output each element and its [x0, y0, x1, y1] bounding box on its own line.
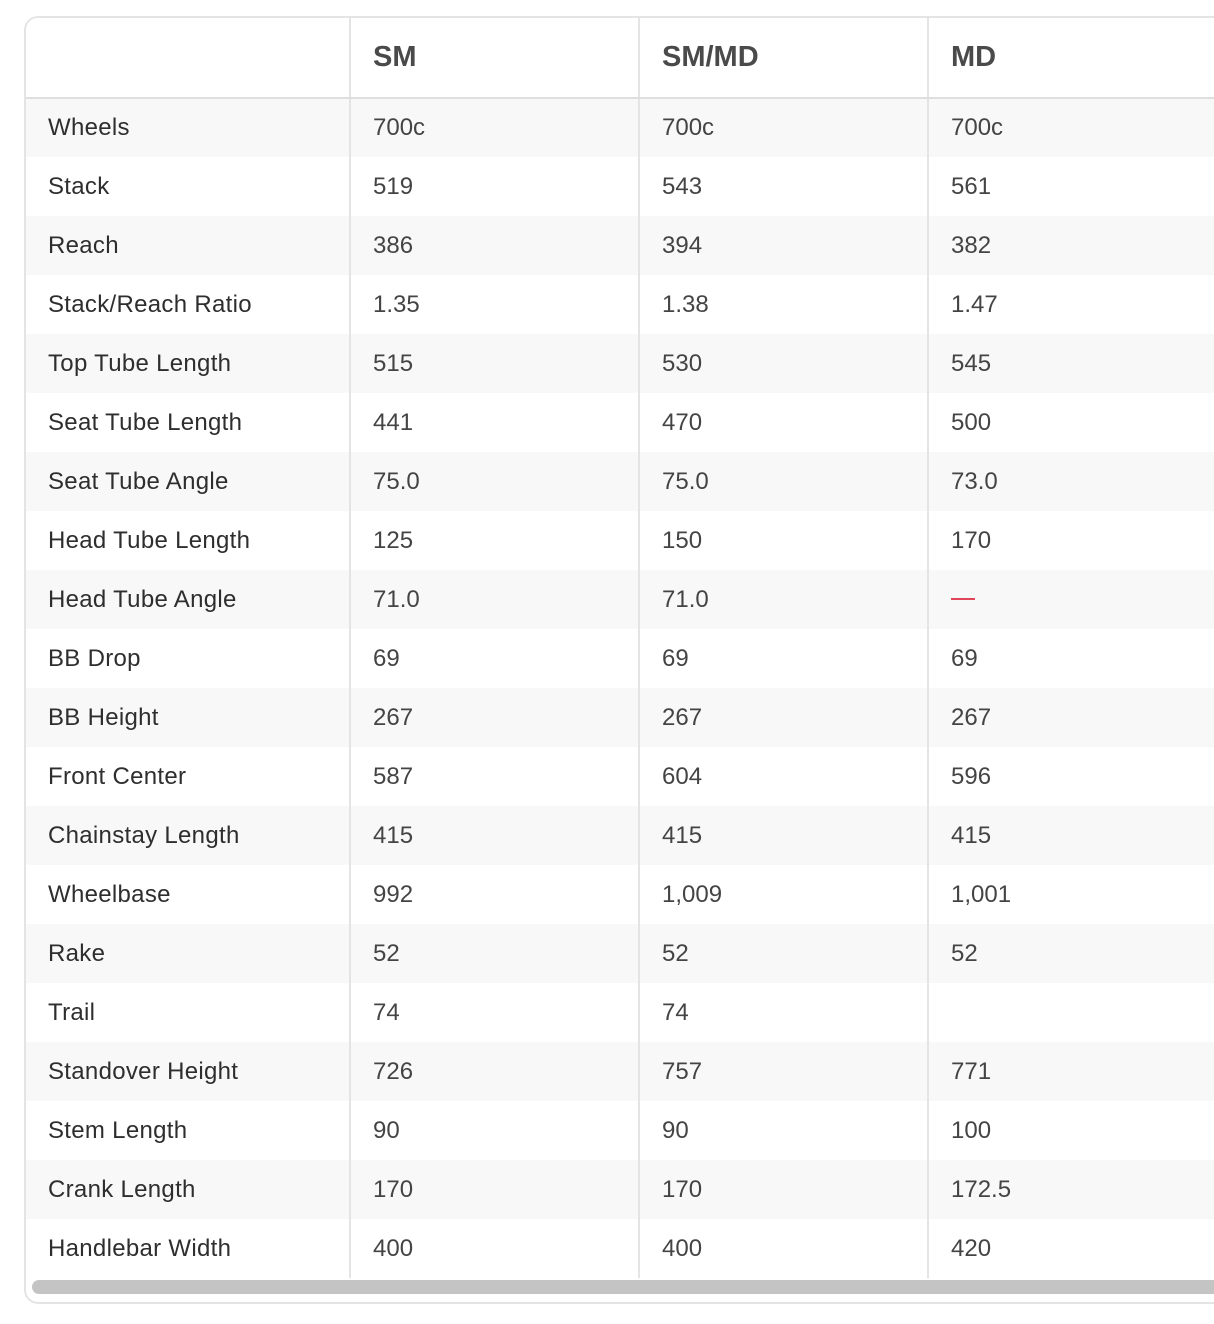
cell-value: 400: [639, 1219, 928, 1278]
cell-value: 1,001: [928, 865, 1214, 924]
row-label: Top Tube Length: [26, 334, 350, 393]
cell-value: 69: [350, 629, 639, 688]
cell-value: 1,009: [639, 865, 928, 924]
cell-value: 515: [350, 334, 639, 393]
row-label: Head Tube Angle: [26, 570, 350, 629]
cell-value: 441: [350, 393, 639, 452]
cell-value: 420: [928, 1219, 1214, 1278]
table-row: [26, 1101, 1214, 1160]
row-label: Seat Tube Angle: [26, 452, 350, 511]
cell-value: 267: [350, 688, 639, 747]
table-row: [26, 1219, 1214, 1278]
table-row: [26, 452, 1214, 511]
table-row: [26, 570, 1214, 629]
geometry-table-container: [24, 16, 1214, 1304]
cell-value: 75.0: [350, 452, 639, 511]
table-body: [26, 98, 1214, 1278]
cell-value: 170: [350, 1160, 639, 1219]
row-label: Rake: [26, 924, 350, 983]
cell-value: 415: [639, 806, 928, 865]
cell-value: 700c: [928, 98, 1214, 157]
table-row: [26, 334, 1214, 393]
row-label: Seat Tube Length: [26, 393, 350, 452]
cell-value: 69: [928, 629, 1214, 688]
table-row: [26, 865, 1214, 924]
table-row: [26, 98, 1214, 157]
cell-value: 382: [928, 216, 1214, 275]
geometry-table: [26, 18, 1214, 1278]
cell-value: 74: [350, 983, 639, 1042]
row-label: BB Height: [26, 688, 350, 747]
table-row: [26, 629, 1214, 688]
cell-value: [928, 983, 1214, 1042]
missing-value-dash: [951, 598, 975, 600]
cell-value: 74: [639, 983, 928, 1042]
cell-value: [928, 570, 1214, 629]
cell-value: 125: [350, 511, 639, 570]
cell-value: 172.5: [928, 1160, 1214, 1219]
cell-value: 69: [639, 629, 928, 688]
cell-value: 561: [928, 157, 1214, 216]
header-empty-cell: [26, 18, 350, 98]
table-row: [26, 688, 1214, 747]
cell-value: 1.35: [350, 275, 639, 334]
cell-value: 267: [639, 688, 928, 747]
cell-value: 52: [928, 924, 1214, 983]
table-row: [26, 157, 1214, 216]
row-label: Crank Length: [26, 1160, 350, 1219]
cell-value: 604: [639, 747, 928, 806]
table-row: [26, 275, 1214, 334]
cell-value: 519: [350, 157, 639, 216]
cell-value: 1.47: [928, 275, 1214, 334]
row-label: Head Tube Length: [26, 511, 350, 570]
table-row: [26, 1042, 1214, 1101]
cell-value: 530: [639, 334, 928, 393]
table-row: [26, 806, 1214, 865]
cell-value: 992: [350, 865, 639, 924]
cell-value: 52: [350, 924, 639, 983]
row-label: Wheelbase: [26, 865, 350, 924]
cell-value: 500: [928, 393, 1214, 452]
cell-value: 543: [639, 157, 928, 216]
cell-value: 757: [639, 1042, 928, 1101]
table-row: [26, 511, 1214, 570]
cell-value: 771: [928, 1042, 1214, 1101]
cell-value: 71.0: [639, 570, 928, 629]
row-label: Front Center: [26, 747, 350, 806]
cell-value: 90: [639, 1101, 928, 1160]
cell-value: 596: [928, 747, 1214, 806]
cell-value: 267: [928, 688, 1214, 747]
cell-value: 394: [639, 216, 928, 275]
cell-value: 1.38: [639, 275, 928, 334]
row-label: Stem Length: [26, 1101, 350, 1160]
header-size-sm-md: SM/MD: [639, 18, 928, 98]
cell-value: 415: [928, 806, 1214, 865]
cell-value: 52: [639, 924, 928, 983]
cell-value: 700c: [639, 98, 928, 157]
header-size-md: MD: [928, 18, 1214, 98]
cell-value: 726: [350, 1042, 639, 1101]
cell-value: 75.0: [639, 452, 928, 511]
row-label: Stack/Reach Ratio: [26, 275, 350, 334]
horizontal-scrollbar[interactable]: [32, 1280, 1214, 1294]
cell-value: 415: [350, 806, 639, 865]
table-row: [26, 216, 1214, 275]
cell-value: 400: [350, 1219, 639, 1278]
header-size-sm: SM: [350, 18, 639, 98]
cell-value: 71.0: [350, 570, 639, 629]
cell-value: 170: [928, 511, 1214, 570]
cell-value: 470: [639, 393, 928, 452]
table-row: [26, 1160, 1214, 1219]
cell-value: 545: [928, 334, 1214, 393]
row-label: Standover Height: [26, 1042, 350, 1101]
cell-value: 73.0: [928, 452, 1214, 511]
table-header-row: [26, 18, 1214, 98]
cell-value: 386: [350, 216, 639, 275]
cell-value: 90: [350, 1101, 639, 1160]
cell-value: 170: [639, 1160, 928, 1219]
cell-value: 150: [639, 511, 928, 570]
row-label: Stack: [26, 157, 350, 216]
cell-value: 100: [928, 1101, 1214, 1160]
table-row: [26, 924, 1214, 983]
table-row: [26, 983, 1214, 1042]
row-label: BB Drop: [26, 629, 350, 688]
row-label: Chainstay Length: [26, 806, 350, 865]
table-row: [26, 747, 1214, 806]
table-row: [26, 393, 1214, 452]
row-label: Trail: [26, 983, 350, 1042]
cell-value: 587: [350, 747, 639, 806]
row-label: Handlebar Width: [26, 1219, 350, 1278]
row-label: Reach: [26, 216, 350, 275]
row-label: Wheels: [26, 98, 350, 157]
cell-value: 700c: [350, 98, 639, 157]
